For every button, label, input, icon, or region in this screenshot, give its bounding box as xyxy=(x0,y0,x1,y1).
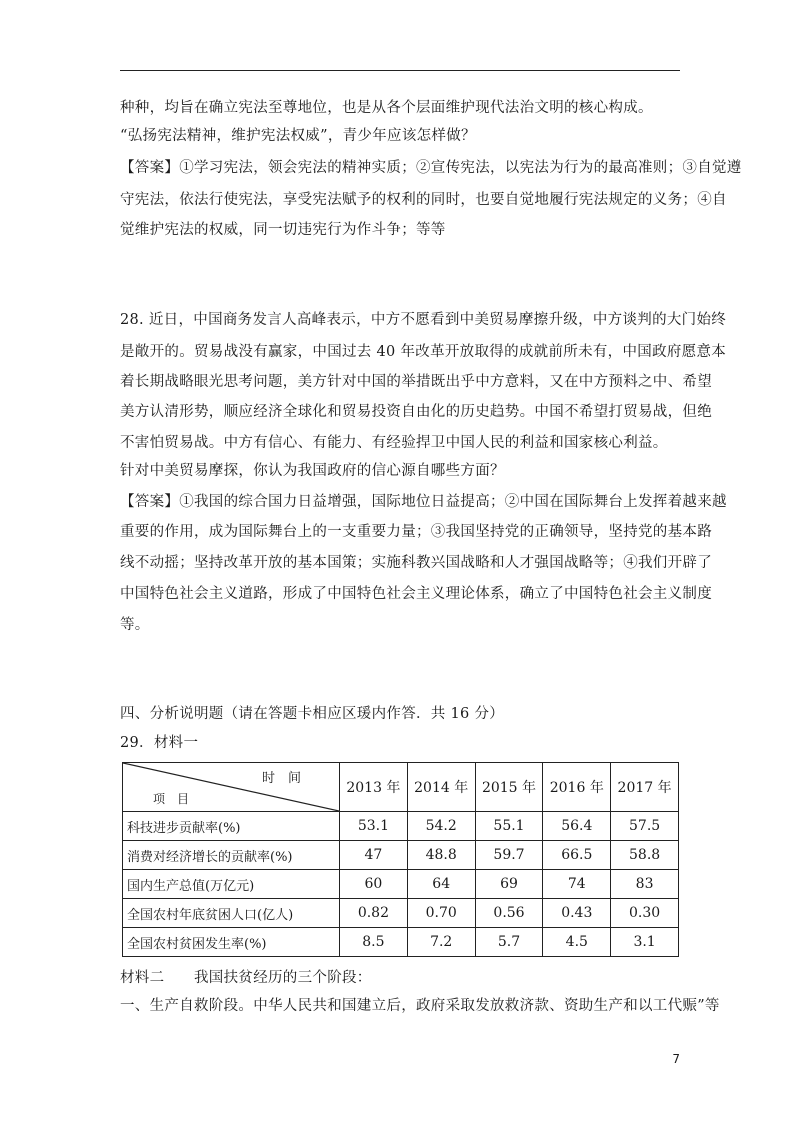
table-cell: 69 xyxy=(475,870,543,899)
material-heading: 材料二 我国扶贫经历的三个阶段： xyxy=(120,970,372,986)
text-line: 美方认清形势，顺应经济全球化和贸易投资自由化的历史趋势。中国不希望打贸易战，但绝 xyxy=(120,404,712,420)
text-line: 28. 近日，中国商务发言人高峰表示，中方不愿看到中美贸易摩擦升级，中方谈判的大门始终 xyxy=(120,312,727,328)
answer-line: 觉维护宪法的权威，同一切违宪行为作斗争；等等 xyxy=(120,222,446,238)
table-cell: 64 xyxy=(407,870,475,899)
text-line: 不害怕贸易战。中方有信心、有能力、有经验捍卫中国人民的利益和国家核心利益。 xyxy=(120,435,668,451)
answer-line: 等。 xyxy=(120,617,150,633)
question-line: “弘扬宪法精神，维护宪法权威”，青少年应该怎样做？ xyxy=(120,128,476,144)
table-cell: 4.5 xyxy=(543,928,611,957)
table-row xyxy=(123,812,679,841)
row-label: 科技进步贡献率(%) xyxy=(123,812,340,841)
question-line: 针对中美贸易摩探，你认为我国政府的信心源自哪些方面？ xyxy=(120,463,505,479)
table-cell: 53.1 xyxy=(340,812,408,841)
data-table xyxy=(122,762,679,957)
answer-line: 守宪法，依法行使宪法，享受宪法赋予的权利的同时，也要自觉地履行宪法规定的义务；④自 xyxy=(120,192,727,208)
table-row xyxy=(123,899,679,928)
table-cell: 48.8 xyxy=(407,841,475,870)
year-header: 2015 年 xyxy=(475,763,543,812)
table-cell: 8.5 xyxy=(340,928,408,957)
table-cell: 74 xyxy=(543,870,611,899)
table-cell: 0.56 xyxy=(475,899,543,928)
year-header: 2013 年 xyxy=(340,763,408,812)
diagonal-header-cell xyxy=(123,763,340,812)
text-line: 种种，均旨在确立宪法至尊地位，也是从各个层面维护现代法治文明的核心构成。 xyxy=(120,100,653,116)
table-cell: 0.43 xyxy=(543,899,611,928)
table-cell: 0.82 xyxy=(340,899,408,928)
row-label: 消费对经济增长的贡献率(%) xyxy=(123,841,340,870)
table-cell: 47 xyxy=(340,841,408,870)
answer-line: 重要的作用，成为国际舞台上的一支重要力量；③我国坚持党的正确领导，坚持党的基本路 xyxy=(120,524,712,540)
answer-line: 【答案】①学习宪法，领会宪法的精神实质；②宣传宪法，以宪法为行为的最高准则；③自觉遵 xyxy=(120,160,742,176)
table-cell: 0.70 xyxy=(407,899,475,928)
table-cell: 66.5 xyxy=(543,841,611,870)
table-cell: 56.4 xyxy=(543,812,611,841)
table-cell: 57.5 xyxy=(611,812,679,841)
year-header: 2014 年 xyxy=(407,763,475,812)
table-cell: 60 xyxy=(340,870,408,899)
table-cell: 3.1 xyxy=(611,928,679,957)
text-line: 一、生产自救阶段。中华人民共和国建立后，政府采取发放救济款、资助生产和以工代赈”等 xyxy=(120,998,720,1014)
table-row xyxy=(123,841,679,870)
header-item: 项 目 xyxy=(153,792,190,806)
table-cell: 54.2 xyxy=(407,812,475,841)
header-time: 时 间 xyxy=(261,771,301,786)
table-header-row xyxy=(123,763,679,812)
table-cell: 83 xyxy=(611,870,679,899)
text-line: 是敞开的。贸易战没有赢家，中国过去 40 年改革开放取得的成就前所未有，中国政府愿意本 xyxy=(120,344,727,360)
header-rule xyxy=(120,70,680,71)
page-number: 7 xyxy=(672,1052,680,1066)
text-line: 着长期战略眼光思考问题，美方针对中国的举措既出乎中方意料，又在中方预料之中、希望 xyxy=(120,374,712,390)
answer-line: 【答案】①我国的综合国力日益增强，国际地位日益提高；②中国在国际舞台上发挥着越来越 xyxy=(120,494,727,510)
table-row xyxy=(123,928,679,957)
material-heading: 29．材料一 xyxy=(120,735,199,751)
answer-line: 线不动摇；坚持改革开放的基本国策；实施科教兴国战略和人才强国战略等；④我们开辟了 xyxy=(120,555,712,571)
table-row xyxy=(123,870,679,899)
table-cell: 5.7 xyxy=(475,928,543,957)
table-cell: 58.8 xyxy=(611,841,679,870)
section-heading: 四、分析说明题（请在答题卡相应区瑗内作答．共 16 分） xyxy=(120,706,505,722)
table-cell: 59.7 xyxy=(475,841,543,870)
year-header: 2017 年 xyxy=(611,763,679,812)
answer-line: 中国特色社会主义道路，形成了中国特色社会主义理论体系，确立了中国特色社会主义制度 xyxy=(120,586,712,602)
table-cell: 55.1 xyxy=(475,812,543,841)
row-label: 国内生产总值(万亿元) xyxy=(123,870,340,899)
row-label: 全国农村贫困发生率(%) xyxy=(123,928,340,957)
table-cell: 7.2 xyxy=(407,928,475,957)
row-label: 全国农村年底贫困人口(亿人) xyxy=(123,899,340,928)
table-cell: 0.30 xyxy=(611,899,679,928)
year-header: 2016 年 xyxy=(543,763,611,812)
